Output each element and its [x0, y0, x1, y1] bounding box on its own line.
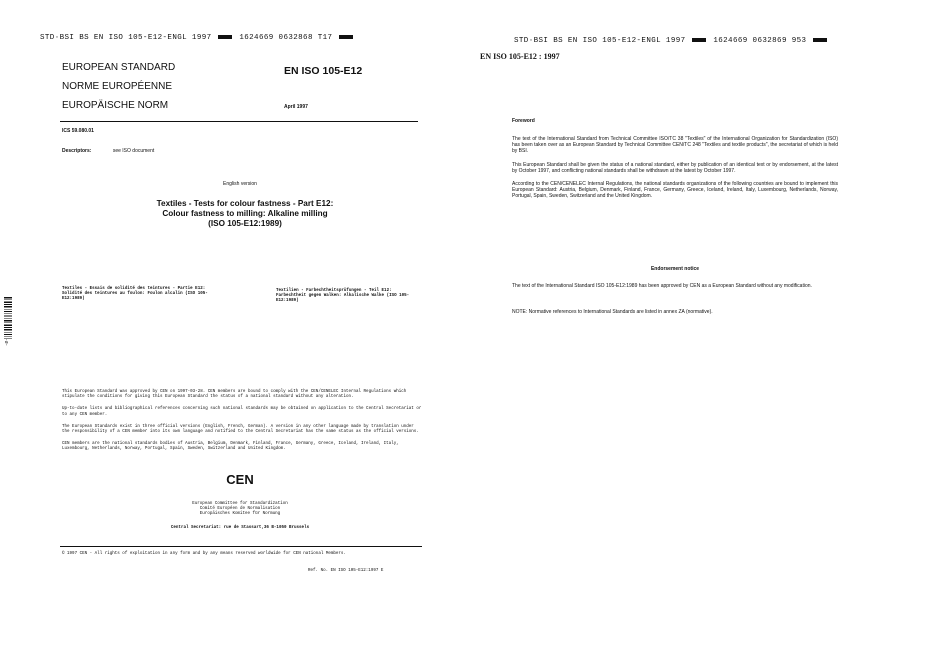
ics-code: ICS 59.080.01: [62, 128, 94, 134]
notice-para: Up-to-date lists and bibliographical references concerning such national standards may be obtained on application to the Central Secretariat or to any CEN member.: [62, 407, 422, 417]
central-secretariat: Central Secretariat: rue de Stassart,36 B-1050 Brussels: [170, 526, 310, 530]
barcode-block-icon: [218, 35, 232, 39]
title-german: Textilien - Farbechtheitsprüfungen - Teil E12: Farbechtheit gegen Walken: Alkalische Walke (ISO 105-E12:1989): [276, 289, 410, 304]
catalog-code: STD·BSI BS EN ISO 105-E12-ENGL 1997: [40, 34, 212, 42]
title-line-3: (ISO 105-E12:1989): [208, 219, 282, 228]
catalog-header-right: [514, 37, 829, 45]
descriptors: [62, 148, 154, 154]
foreword-para: According to the CEN/CENELEC Internal Regulations, the national standards organizations of the following countries are bound to implement this European Standard: Austria, Belgium, Denmark, Finland, France, Germany, Greece, Iceland, Ireland, Italy, Luxembourg, Netherlands, Norway, Portugal, Spain, Sweden, Switzerland and the United Kingdom.: [512, 181, 838, 200]
descriptors-value: see ISO document: [112, 148, 155, 154]
title-line-2: Colour fastness to milling: Alkaline milling: [162, 209, 328, 218]
catalog-header-left: [40, 34, 355, 42]
foreword-para: The text of the International Standard from Technical Committee ISO/TC 38 "Textiles" of the International Organization for Standardization (ISO) has been taken over as an European Standard by Technical Committee CEN/TC 248 "Textiles and textile products", the secretariat of which is held by BSI.: [512, 136, 838, 155]
standard-number: EN ISO 105-E12: [284, 65, 363, 77]
notice-para: CEN members are the national standards bodies of Austria, Belgium, Denmark, Finland, France, Germany, Greece, Iceland, Ireland, Italy, Luxembourg, Netherlands, Norway, Portugal, Spain, Sweden, Switzerland and United Kingdom.: [62, 442, 399, 452]
approval-notice: [62, 390, 422, 460]
cen-logo-text: CEN: [226, 472, 254, 487]
endorsement-heading: Endorsement notice: [650, 266, 700, 272]
catalog-digits: 1624669 0632869 953: [713, 37, 807, 45]
running-head: EN ISO 105-E12 : 1997: [480, 52, 560, 61]
committee-de: Europäisches Komitee für Normung: [199, 512, 281, 517]
normative-note: NOTE: Normative references to International Standards are listed in annex ZA (normative).: [512, 309, 713, 315]
catalog-code: STD·BSI BS EN ISO 105-E12-ENGL 1997: [514, 37, 686, 45]
document-title: [110, 199, 380, 229]
copyright-line: © 1997 CEN - All rights of exploitation in any form and by any means reserved worldwide for CEN national Members.: [62, 552, 346, 556]
title-french: Textiles - Essais de solidité des teintures - Partie E12: Solidité des teintures au foulon: Foulon alcalin (ISO 105-E12:1989): [62, 287, 208, 302]
label-european-standard: EUROPEAN STANDARD: [62, 62, 176, 73]
margin-mark: -Ø-: [6, 338, 10, 346]
issue-date: April 1997: [284, 104, 308, 110]
committee-en: European Committee for Standardization: [192, 502, 288, 506]
label-norme-europeenne: NORME EUROPÉENNE: [62, 81, 173, 92]
title-line-1: Textiles - Tests for colour fastness - Part E12:: [156, 199, 334, 208]
barcode-block-icon: [692, 38, 706, 42]
barcode-block-icon: [339, 35, 353, 39]
committee-names: [160, 502, 320, 518]
descriptors-label: Descriptors:: [62, 148, 92, 154]
foreword-heading: Foreword: [512, 118, 535, 124]
foreword-body: [512, 136, 838, 207]
notice-para: The European Standards exist in three official versions (English, French, German). A version in any other language made by translation under the responsibility of a CEN member into its own language and notified to the Central Secretariat has the same status as the official versions.: [62, 424, 419, 435]
footer-rule: [60, 546, 422, 547]
version-label: English version: [223, 181, 257, 187]
label-europaische-norm: EUROPÄISCHE NORM: [62, 100, 169, 111]
barcode-block-icon: [813, 38, 827, 42]
foreword-para: This European Standard shall be given the status of a national standard, either by publication of an identical text or by endorsement, at the latest by October 1997, and conflicting national standards shall be withdrawn at the latest by October 1997.: [512, 161, 838, 174]
notice-para: This European Standard was approved by CEN on 1997-03-28. CEN members are bound to comply with the CEN/CENELEC Internal Regulations which stipulate the conditions for giving this European Standard the status of a national standard without any alteration.: [62, 390, 407, 400]
reference-number: Ref. No. EN ISO 105-E12:1997 E: [308, 569, 384, 573]
header-rule: [60, 121, 418, 122]
catalog-digits: 1624669 0632868 T17: [239, 34, 333, 42]
committee-fr: Comité Européen de Normalisation: [199, 507, 281, 512]
endorsement-body: The text of the International Standard ISO 105-E12:1989 has been approved by CEN as a European Standard without any modification.: [512, 283, 812, 289]
